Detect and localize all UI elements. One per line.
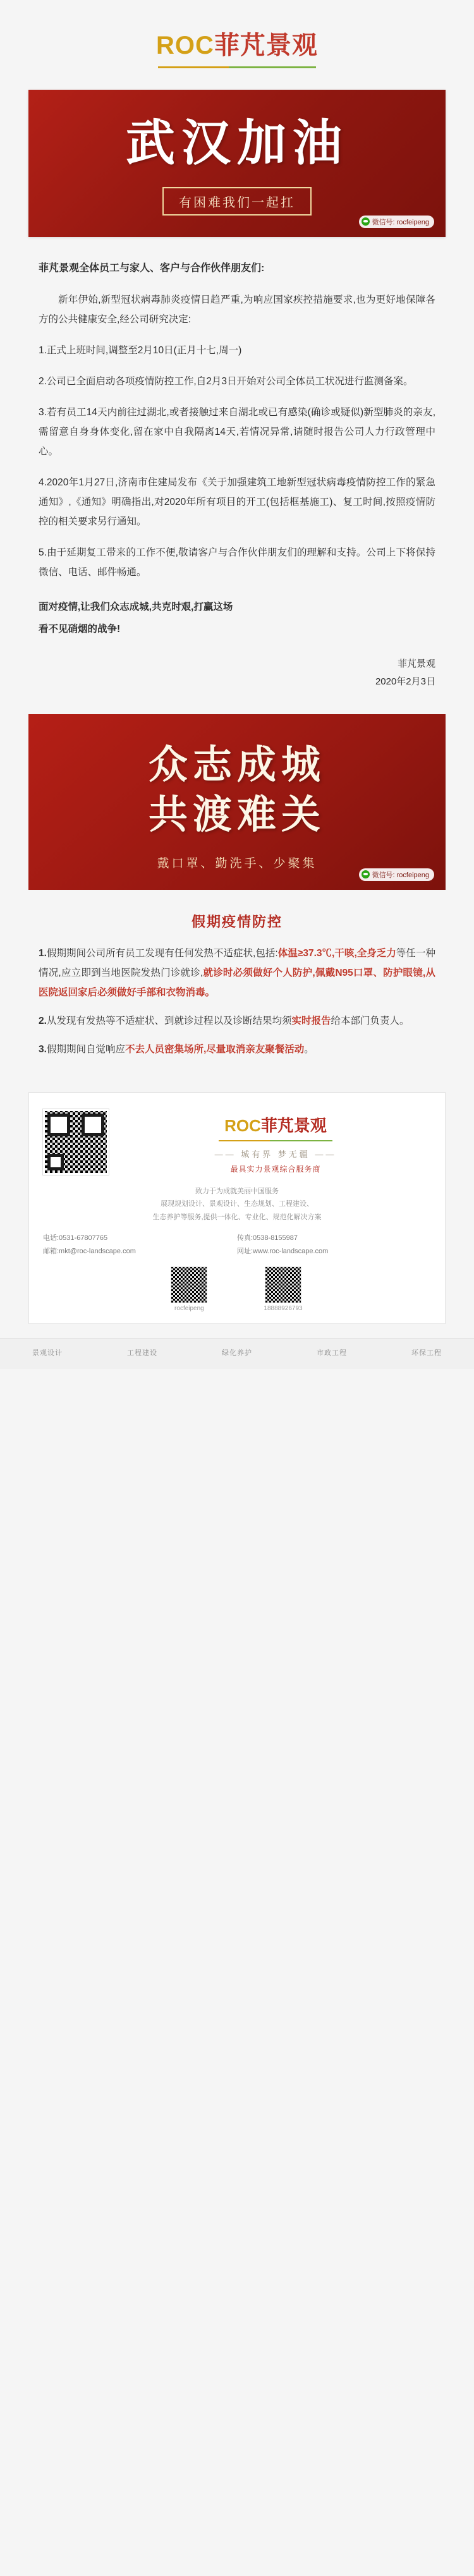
letter-closing-line1: 面对疫情,让我们众志成城,共克时艰,打赢这场: [39, 601, 233, 612]
footer-desc-line: 展现规划设计、景观设计、生态规划、工程建设、: [161, 1200, 313, 1208]
email-label: 邮箱:mkt@roc-landscape.com: [43, 1248, 136, 1256]
prevention-items: [39, 944, 435, 1059]
banner-subline: 有困难我们一起扛: [162, 187, 312, 216]
wechat-tag: [359, 868, 434, 881]
bottom-nav: [0, 1338, 474, 1369]
prevention-text: 假期期间公司所有员工发现有任何发热不适症状,包括:: [46, 947, 278, 959]
nav-item-engineering[interactable]: 工程建设: [127, 1349, 157, 1357]
prevention-text: 。: [304, 1043, 314, 1055]
website-label: 网址:www.roc-landscape.com: [237, 1248, 329, 1256]
letter-item: 1.正式上班时间,调整至2月10日(正月十七,周一): [39, 344, 242, 356]
footer-qr-row: [43, 1267, 431, 1312]
nav-item-environmental[interactable]: 环保工程: [411, 1349, 442, 1357]
nav-item-greening-maintenance[interactable]: 绿化养护: [222, 1349, 252, 1357]
banner-wuhan: [28, 90, 446, 237]
footer-contact-left: [43, 1232, 237, 1258]
sign-name: 菲芃景观: [397, 658, 435, 669]
letter-intro: 新年伊始,新型冠状病毒肺炎疫情日趋严重,为响应国家疾控措施要求,也为更好地保障各方的公共健康安全,经公司研究决定:: [39, 294, 435, 325]
sign-date: 2020年2月3日: [375, 676, 435, 688]
brand-prefix: ROC: [156, 32, 214, 59]
prevention-highlight: 不去人员密集场所,尽量取消亲友聚餐活动: [125, 1043, 305, 1055]
wechat-tag: [359, 216, 434, 228]
footer-top: [43, 1109, 431, 1175]
footer-contact-right: [237, 1232, 431, 1258]
footer-contact: [43, 1232, 431, 1258]
letter-item: 5.由于延期复工带来的工作不便,敬请客户与合作伙伴朋友们的理解和支持。公司上下将保持微信、电话、邮件畅通。: [39, 547, 435, 578]
banner2-line2: 共渡难关: [148, 791, 325, 838]
banner-headline: 武汉加油: [125, 114, 348, 172]
brand-name: 菲芃景观: [214, 32, 318, 59]
prevention-highlight: 就诊时必须做好个人防护,佩戴N95口罩、防护眼镜,从医院返回家后必须做好手部和衣物消毒。: [39, 967, 435, 998]
wechat-qr-icon[interactable]: [171, 1267, 207, 1303]
footer-slogan-secondary: 最具实力景观综合服务商: [230, 1164, 321, 1174]
wechat-id-label: 微信号: rocfeipeng: [372, 871, 429, 879]
prevention-item-number: 3.: [39, 1043, 47, 1055]
letter-closing-line2: 看不见硝烟的战争!: [39, 623, 121, 635]
prevention-item: [39, 1040, 435, 1059]
prevention-item: [39, 1011, 435, 1031]
footer-desc-line: 致力于为成就美丽中国服务: [195, 1187, 279, 1195]
prevention-text: 从发现有发热等不适症状、到就诊过程以及诊断结果均须: [46, 1015, 292, 1026]
qr-left-label: rocfeipeng: [174, 1304, 204, 1312]
wechat-id-label: 微信号: rocfeipeng: [372, 218, 429, 226]
nav-item-landscape-design[interactable]: 景观设计: [32, 1349, 63, 1357]
prevention-highlight: 体温≥37.3℃,干咳,全身乏力: [277, 947, 396, 959]
footer-description: [43, 1185, 431, 1225]
prevention-text: 给本部门负责人。: [331, 1015, 410, 1026]
letter-signature: [39, 655, 435, 691]
brand-underline: [158, 66, 316, 68]
prevention-item-number: 2.: [39, 1015, 47, 1026]
footer-brand: [120, 1113, 431, 1136]
footer-brand-prefix: ROC: [224, 1115, 261, 1135]
qr-code[interactable]: [43, 1109, 109, 1175]
banner2-line1: 众志成城: [148, 741, 325, 787]
prevention-item: [39, 944, 435, 1002]
fax-label: 传真:0538-8155987: [237, 1234, 298, 1242]
letter-body: [28, 237, 446, 698]
prevention-title: 假期疫情防控: [191, 913, 283, 930]
prevention-section: [28, 890, 446, 1083]
footer-brand-name: 菲芃景观: [260, 1115, 327, 1135]
phone-label: 电话:0531-67807765: [43, 1234, 108, 1242]
footer-brand-underline: [219, 1140, 332, 1141]
qr-right-label: 18888926793: [264, 1304, 303, 1312]
footer-brand-block: [120, 1109, 431, 1174]
nav-item-municipal[interactable]: 市政工程: [317, 1349, 347, 1357]
letter-item: 2.公司已全面启动各项疫情防控工作,自2月3日开始对公司全体员工状况进行监测备案。: [39, 375, 413, 387]
footer-desc-line: 生态养护等服务,提供一体化、专业化、规范化解决方案: [152, 1213, 322, 1222]
letter-item: 4.2020年1月27日,济南市住建局发布《关于加强建筑工地新型冠状病毒疫情防控工作的紧急通知》,《通知》明确指出,对2020年所有项目的开工(包括框基施工)、复工时间,按照疫情防控的相关要求另行通知。: [39, 477, 435, 527]
prevention-text: 假期期间自觉响应: [46, 1043, 125, 1055]
phone-qr-icon[interactable]: [265, 1267, 301, 1303]
wechat-icon: [362, 217, 370, 226]
brand-header: [0, 0, 474, 90]
footer-qr-right[interactable]: [264, 1267, 302, 1312]
letter-salutation: 菲芃景观全体员工与家人、客户与合作伙伴朋友们:: [39, 262, 265, 274]
letter-item: 3.若有员工14天内前往过湖北,或者接触过来自湖北或已有感染(确诊或疑似)新型肺炎的亲友,需留意自身身体变化,留在家中自我隔离14天,若情况异常,请随时报告公司人力行政管理中心。: [39, 406, 435, 457]
prevention-item-number: 1.: [39, 947, 47, 959]
wechat-icon: [362, 870, 370, 878]
footer-slogan: —— 城有界 梦无疆 ——: [214, 1149, 337, 1159]
footer-card: [28, 1092, 446, 1324]
brand-title: [156, 25, 318, 61]
banner-unity: [28, 714, 446, 890]
prevention-text: 等任一种情况,应立即到当地医院发热门诊就诊,: [39, 947, 435, 978]
footer-qr-left[interactable]: [171, 1267, 207, 1312]
prevention-highlight: 实时报告: [291, 1015, 331, 1026]
banner2-subline: 戴口罩、勤洗手、少聚集: [157, 856, 317, 870]
